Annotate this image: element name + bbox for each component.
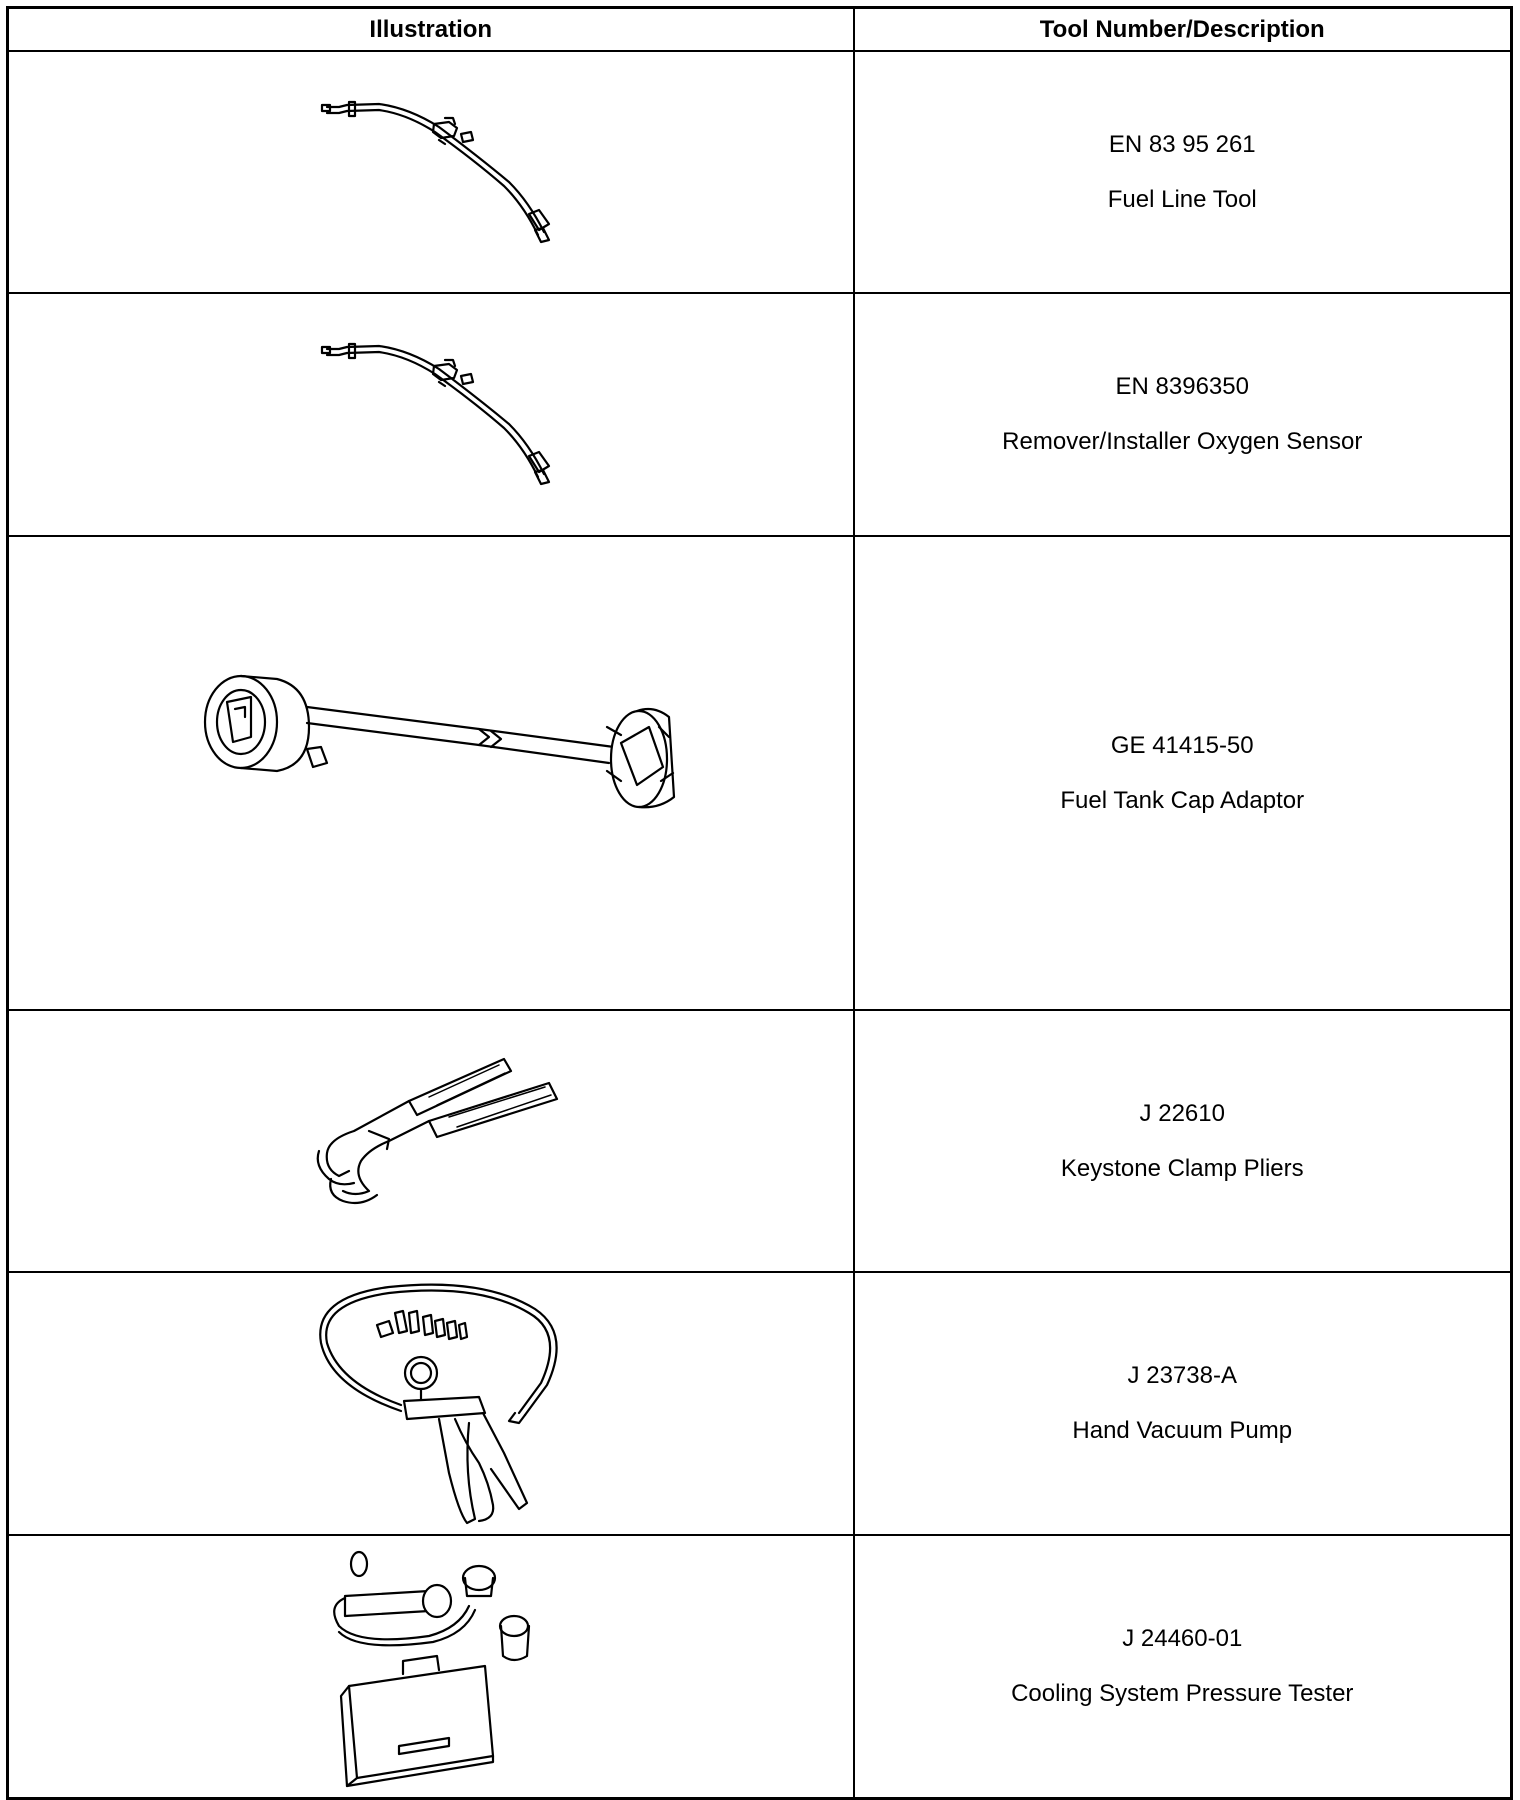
tool-description: Cooling System Pressure Tester [1011,1679,1354,1707]
table-row [8,536,1512,1010]
tool-description: Fuel Tank Cap Adaptor [1060,786,1305,814]
illustration-cell [8,1535,854,1798]
tool-number: J 23738-A [1127,1362,1237,1389]
illustration-cell [8,1272,854,1535]
special-tools-table [6,6,1513,1800]
illustration-cell [8,536,854,1010]
tool-description-cell [854,536,1512,1010]
table-row [8,293,1512,536]
tool-description-header: Tool Number/Description [854,8,1512,52]
tool-number: J 24460-01 [1122,1624,1243,1652]
vacuum-pump-icon [9,1273,855,1536]
tool-description-cell [854,1535,1512,1798]
tool-description-cell [854,51,1512,293]
table-row [8,1272,1512,1535]
tool-number: J 22610 [1139,1099,1225,1127]
tool-description: Fuel Line Tool [1107,185,1257,213]
tool-description: Keystone Clamp Pliers [1060,1154,1304,1182]
illustration-cell [8,293,854,536]
fuel-tank-cap-adaptor-icon [9,537,855,1011]
clamp-pliers-icon [9,1011,855,1273]
tool-description: Hand Vacuum Pump [1072,1417,1293,1444]
table-row [8,1010,1512,1272]
pressure-tester-icon [9,1536,855,1799]
fuel-line-tool-icon [9,52,855,294]
table-header-row [8,8,1512,52]
oxygen-sensor-tool-icon [9,294,855,537]
tool-description: Remover/Installer Oxygen Sensor [1002,428,1363,455]
table-row [8,51,1512,293]
tool-number: EN 8396350 [1115,373,1249,400]
tool-description-cell [854,1272,1512,1535]
tool-number: EN 83 95 261 [1108,130,1256,158]
illustration-cell [8,1010,854,1272]
illustration-header: Illustration [8,8,854,52]
table-row [8,1535,1512,1798]
tool-description-cell [854,1010,1512,1272]
tool-number: GE 41415-50 [1110,731,1254,759]
tool-description-cell [854,293,1512,536]
illustration-cell [8,51,854,293]
